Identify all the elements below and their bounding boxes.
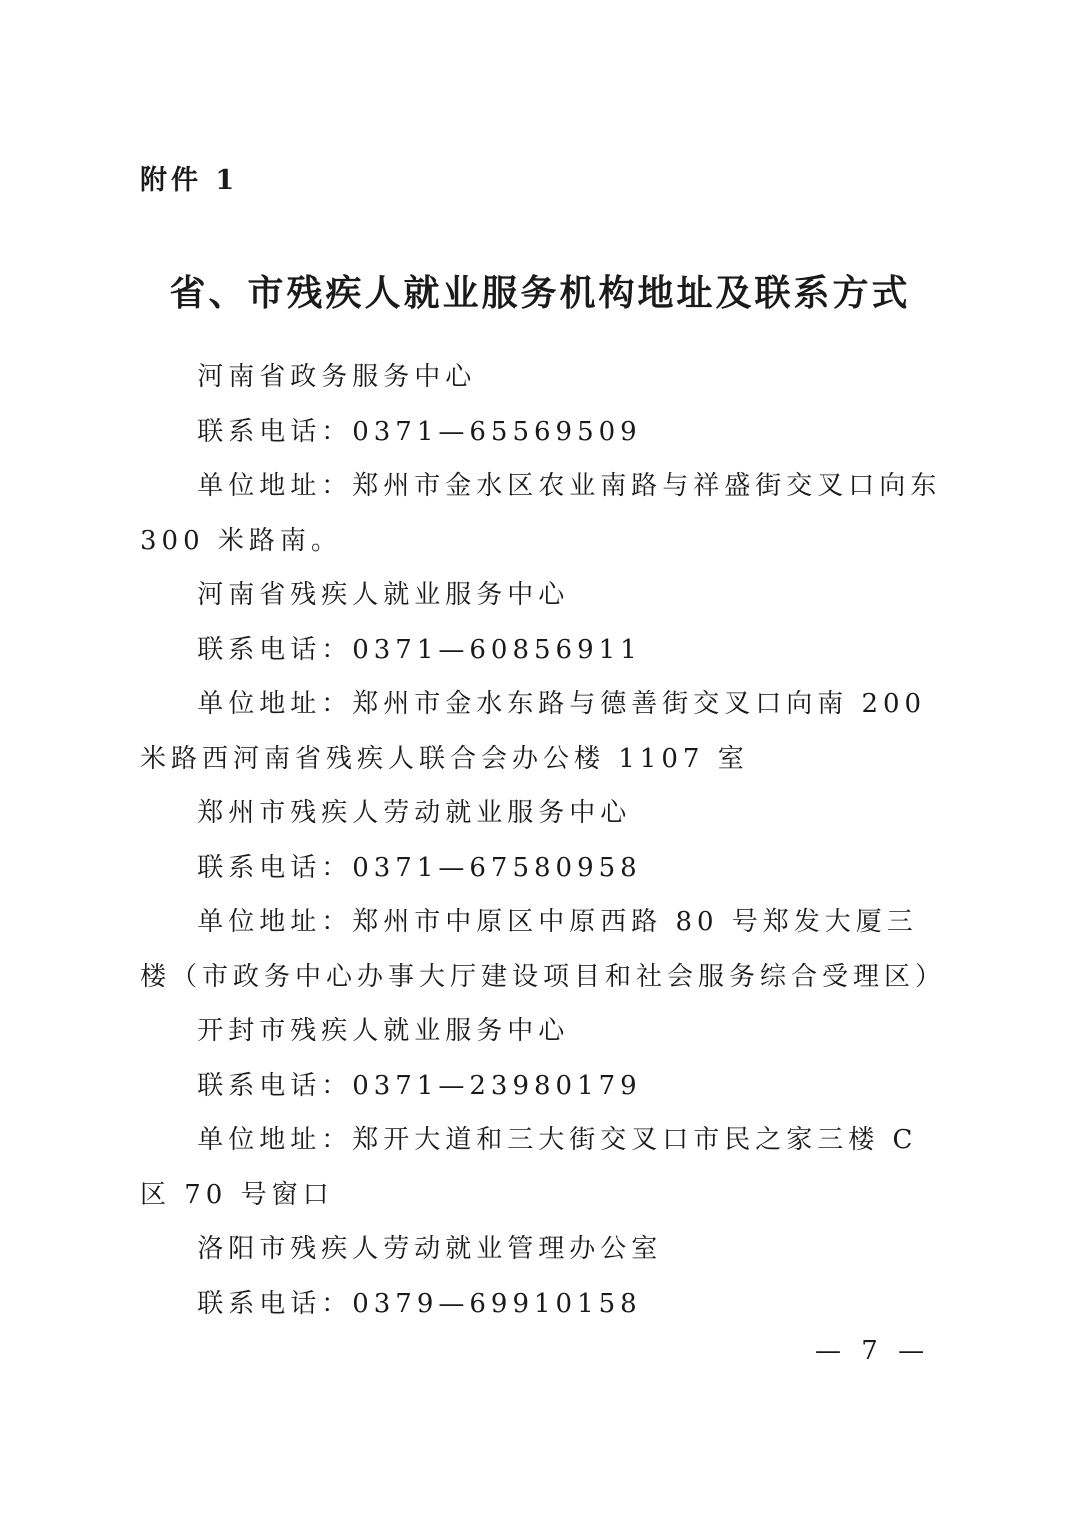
entry-phone: 联系电话：0371—23980179	[197, 1070, 642, 1101]
page-number: — 7 —	[815, 1336, 931, 1366]
attachment-label: 附件 1	[140, 165, 239, 196]
document-body	[140, 350, 947, 1331]
entry-phone: 联系电话：0379—69910158	[197, 1288, 642, 1319]
entry-phone: 联系电话：0371—67580958	[197, 852, 642, 883]
entry-address: 单位地址：郑开大道和三大街交叉口市民之家三楼 C 区 70 号窗口	[140, 1125, 918, 1210]
entry-name: 河南省政务服务中心	[197, 362, 477, 392]
entry-name: 河南省残疾人就业服务中心	[197, 580, 570, 610]
entry-phone: 联系电话：0371—60856911	[197, 634, 642, 665]
document-title: 省、市残疾人就业服务机构地址及联系方式	[169, 272, 911, 314]
entry-name: 开封市残疾人就业服务中心	[197, 1016, 570, 1046]
entry-address: 单位地址：郑州市金水东路与德善街交叉口向南 200 米路西河南省残疾人联合会办公楼 1107 室	[140, 689, 927, 774]
entry-address: 单位地址：郑州市金水区农业南路与祥盛街交叉口向东 300 米路南。	[140, 471, 942, 556]
entry-phone: 联系电话：0371—65569509	[197, 416, 642, 447]
entry-name: 郑州市残疾人劳动就业服务中心	[197, 798, 632, 828]
entry-name: 洛阳市残疾人劳动就业管理办公室	[197, 1234, 663, 1264]
entry-address: 单位地址：郑州市中原区中原西路 80 号郑发大厦三楼（市政务中心办事大厅建设项目和社会服务综合受理区）	[140, 907, 947, 992]
